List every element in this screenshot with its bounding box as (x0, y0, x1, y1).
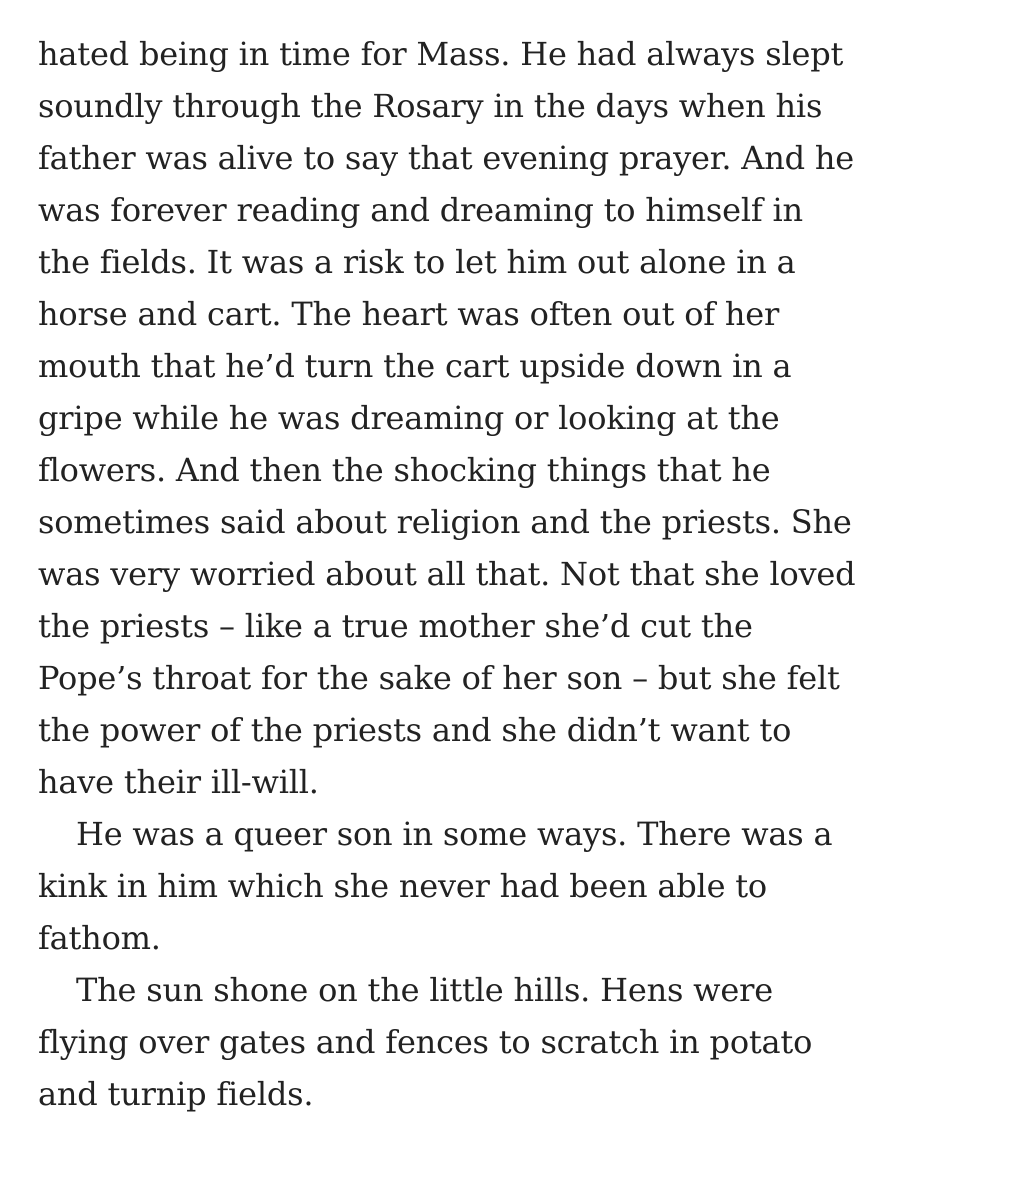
paragraph-1 (38, 28, 998, 808)
text-line: fathom. (38, 919, 161, 957)
text-line: the fields. It was a risk to let him out alone in a (38, 243, 796, 281)
text-line: The sun shone on the little hills. Hens were (76, 971, 773, 1009)
text-line: gripe while he was dreaming or looking at the (38, 399, 780, 437)
text-line: flowers. And then the shocking things that he (38, 451, 771, 489)
text-line: He was a queer son in some ways. There was a (76, 815, 833, 853)
text-line: kink in him which she never had been able to (38, 867, 767, 905)
text-line: Pope’s throat for the sake of her son – but she felt (38, 659, 840, 697)
body-text (38, 28, 998, 1120)
text-line: have their ill-will. (38, 763, 319, 801)
text-line: the priests – like a true mother she’d cut the (38, 607, 753, 645)
paragraph-2 (38, 808, 998, 964)
text-line: sometimes said about religion and the priests. She (38, 503, 852, 541)
text-line: hated being in time for Mass. He had always slept (38, 35, 844, 73)
text-line: horse and cart. The heart was often out of her (38, 295, 780, 333)
text-line: and turnip fields. (38, 1075, 314, 1113)
text-line: father was alive to say that evening prayer. And he (38, 139, 855, 177)
text-line: was very worried about all that. Not that she loved (38, 555, 856, 593)
text-line: was forever reading and dreaming to himself in (38, 191, 803, 229)
text-line: soundly through the Rosary in the days when his (38, 87, 823, 125)
text-line: the power of the priests and she didn’t want to (38, 711, 792, 749)
text-line: flying over gates and fences to scratch in potato (38, 1023, 813, 1061)
text-line: mouth that he’d turn the cart upside down in a (38, 347, 792, 385)
paragraph-3 (38, 964, 998, 1120)
